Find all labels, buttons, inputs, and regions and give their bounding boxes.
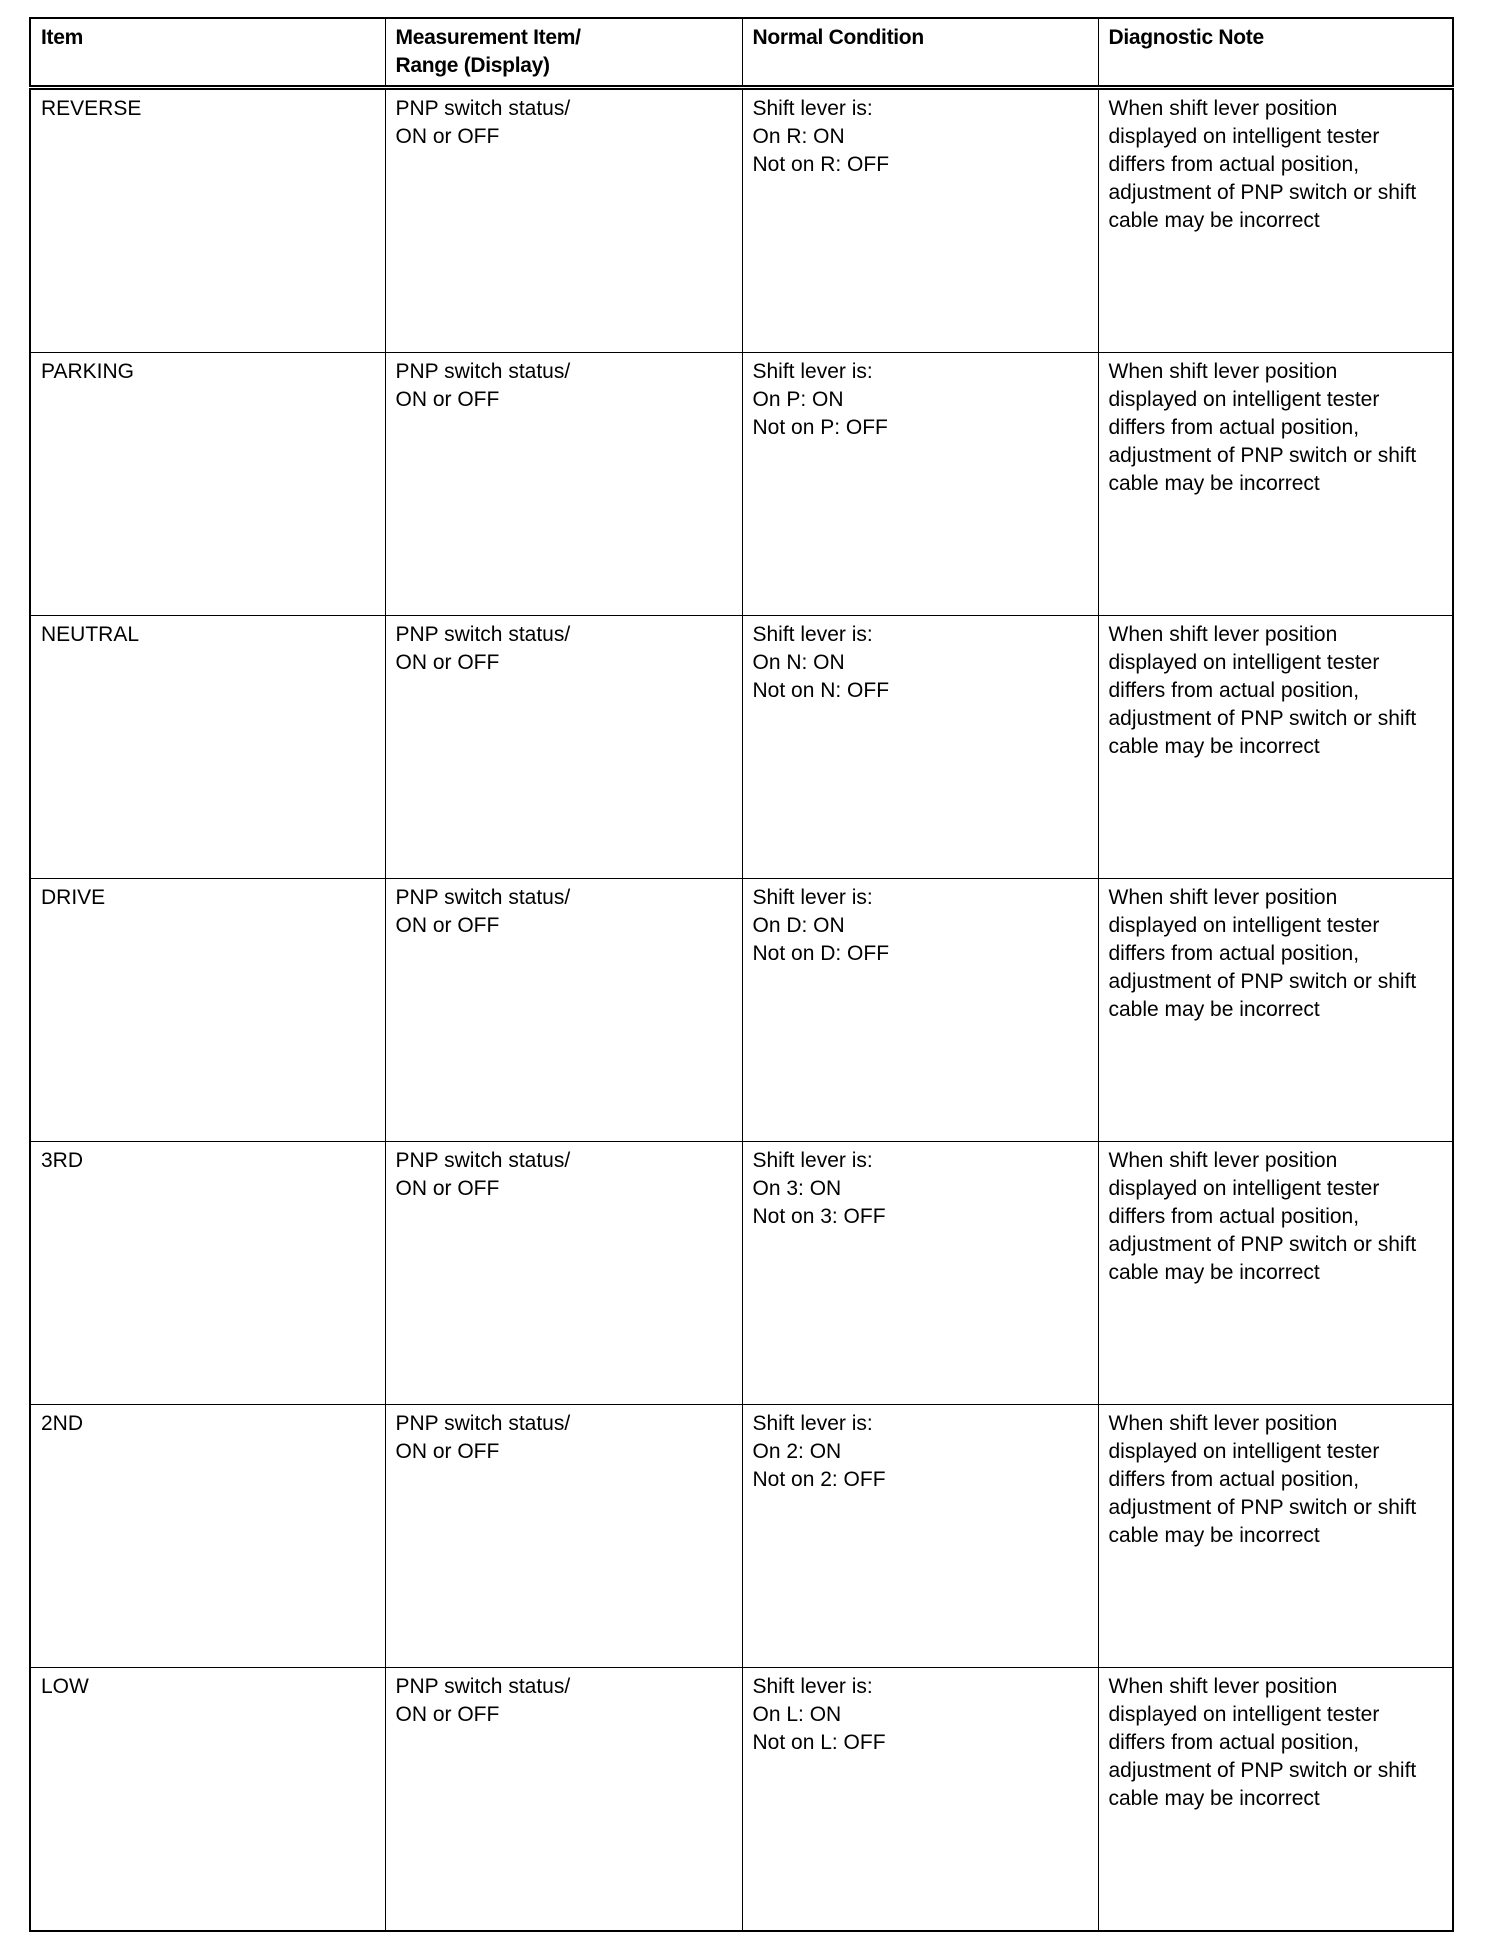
normal-condition-cell-line: Shift lever is: <box>752 1149 873 1172</box>
diagnostic-note-cell-line: When shift lever position <box>1108 97 1338 120</box>
normal-condition-cell-line: On N: ON <box>752 651 845 674</box>
diagnostic-note-cell-line: displayed on intelligent tester <box>1108 914 1380 937</box>
item-cell-text: PARKING <box>41 360 134 383</box>
measurement-cell-line: PNP switch status/ <box>395 1675 571 1698</box>
measurement-cell-line: PNP switch status/ <box>395 623 571 646</box>
measurement-cell <box>385 1668 742 1932</box>
measurement-cell <box>385 879 742 1142</box>
diagnostic-note-cell-line: differs from actual position, <box>1108 942 1360 965</box>
diagnostic-note-cell-line: displayed on intelligent tester <box>1108 1703 1380 1726</box>
normal-condition-cell-line: Shift lever is: <box>752 360 873 383</box>
diagnostic-note-cell-line: adjustment of PNP switch or shift <box>1108 970 1417 993</box>
item-cell-text: LOW <box>41 1675 89 1698</box>
item-cell <box>30 1142 385 1405</box>
table-row <box>30 353 1453 616</box>
measurement-cell-line: ON or OFF <box>395 1703 500 1726</box>
diagnostic-note-cell <box>1098 1405 1453 1668</box>
diagnostic-table <box>29 17 1454 1932</box>
measurement-cell <box>385 1405 742 1668</box>
diagnostic-note-cell-line: adjustment of PNP switch or shift <box>1108 1233 1417 1256</box>
normal-condition-cell-line: Shift lever is: <box>752 1675 873 1698</box>
item-cell-text: 2ND <box>41 1412 84 1435</box>
diagnostic-note-cell-line: displayed on intelligent tester <box>1108 1177 1380 1200</box>
measurement-cell-line: ON or OFF <box>395 914 500 937</box>
normal-condition-cell-line: On 2: ON <box>752 1440 842 1463</box>
normal-condition-cell-line: On L: ON <box>752 1703 842 1726</box>
measurement-cell-line: ON or OFF <box>395 125 500 148</box>
measurement-cell-line: PNP switch status/ <box>395 360 571 383</box>
diagnostic-note-cell-line: When shift lever position <box>1108 886 1338 909</box>
diagnostic-note-cell-line: cable may be incorrect <box>1108 998 1320 1021</box>
measurement-cell <box>385 616 742 879</box>
diagnostic-note-cell-line: adjustment of PNP switch or shift <box>1108 1496 1417 1519</box>
diagnostic-note-cell-line: differs from actual position, <box>1108 1205 1360 1228</box>
diagnostic-note-cell <box>1098 616 1453 879</box>
table-row <box>30 879 1453 1142</box>
normal-condition-cell <box>742 616 1098 879</box>
item-cell-text: REVERSE <box>41 97 142 120</box>
diagnostic-note-cell-line: When shift lever position <box>1108 623 1338 646</box>
normal-condition-cell-line: Shift lever is: <box>752 97 873 120</box>
table-row <box>30 616 1453 879</box>
item-cell-text: NEUTRAL <box>41 623 140 646</box>
table-row <box>30 1142 1453 1405</box>
measurement-cell <box>385 88 742 353</box>
item-cell <box>30 879 385 1142</box>
measurement-cell-line: ON or OFF <box>395 1440 500 1463</box>
measurement-cell-line: ON or OFF <box>395 1177 500 1200</box>
diagnostic-note-cell-line: cable may be incorrect <box>1108 1787 1320 1810</box>
diagnostic-note-cell-line: When shift lever position <box>1108 1149 1338 1172</box>
item-cell <box>30 353 385 616</box>
normal-condition-cell-line: On 3: ON <box>752 1177 842 1200</box>
header-item: Item <box>30 18 385 88</box>
measurement-cell-line: PNP switch status/ <box>395 97 571 120</box>
measurement-cell-line: ON or OFF <box>395 388 500 411</box>
diagnostic-note-cell-line: When shift lever position <box>1108 1412 1338 1435</box>
item-cell <box>30 1405 385 1668</box>
item-cell-text: DRIVE <box>41 886 106 909</box>
diagnostic-note-cell-line: displayed on intelligent tester <box>1108 388 1380 411</box>
table-row <box>30 1405 1453 1668</box>
normal-condition-cell <box>742 353 1098 616</box>
diagnostic-note-cell <box>1098 88 1453 353</box>
diagnostic-note-cell-line: cable may be incorrect <box>1108 1261 1320 1284</box>
diagnostic-note-cell <box>1098 1668 1453 1932</box>
diagnostic-note-cell-line: cable may be incorrect <box>1108 209 1320 232</box>
normal-condition-cell-line: Shift lever is: <box>752 1412 873 1435</box>
diagnostic-note-cell-line: When shift lever position <box>1108 1675 1338 1698</box>
measurement-cell <box>385 1142 742 1405</box>
normal-condition-cell-line: Not on 2: OFF <box>752 1468 886 1491</box>
normal-condition-cell-line: Not on D: OFF <box>752 942 890 965</box>
normal-condition-cell-line: Not on 3: OFF <box>752 1205 886 1228</box>
measurement-cell <box>385 353 742 616</box>
diagnostic-note-cell-line: adjustment of PNP switch or shift <box>1108 1759 1417 1782</box>
header-normal-condition: Normal Condition <box>742 18 1098 88</box>
diagnostic-note-cell-line: adjustment of PNP switch or shift <box>1108 181 1417 204</box>
item-cell-text: 3RD <box>41 1149 84 1172</box>
diagnostic-note-cell-line: differs from actual position, <box>1108 416 1360 439</box>
measurement-cell-line: ON or OFF <box>395 651 500 674</box>
normal-condition-cell <box>742 1142 1098 1405</box>
header-measurement: Measurement Item/ Range (Display) <box>385 18 742 88</box>
normal-condition-cell <box>742 879 1098 1142</box>
diagnostic-note-cell-line: differs from actual position, <box>1108 679 1360 702</box>
normal-condition-cell-line: On P: ON <box>752 388 844 411</box>
diagnostic-note-cell-line: adjustment of PNP switch or shift <box>1108 707 1417 730</box>
diagnostic-note-cell-line: differs from actual position, <box>1108 1731 1360 1754</box>
measurement-cell-line: PNP switch status/ <box>395 1149 571 1172</box>
diagnostic-note-cell-line: cable may be incorrect <box>1108 735 1320 758</box>
normal-condition-cell <box>742 88 1098 353</box>
normal-condition-cell-line: On D: ON <box>752 914 845 937</box>
table-row <box>30 88 1453 353</box>
diagnostic-note-cell-line: displayed on intelligent tester <box>1108 1440 1380 1463</box>
diagnostic-note-cell-line: cable may be incorrect <box>1108 1524 1320 1547</box>
table-row <box>30 1668 1453 1932</box>
normal-condition-cell <box>742 1405 1098 1668</box>
header-diagnostic-note: Diagnostic Note <box>1098 18 1453 88</box>
diagnostic-note-cell-line: differs from actual position, <box>1108 153 1360 176</box>
diagnostic-note-cell-line: displayed on intelligent tester <box>1108 125 1380 148</box>
item-cell <box>30 616 385 879</box>
normal-condition-cell <box>742 1668 1098 1932</box>
diagnostic-note-cell <box>1098 879 1453 1142</box>
diagnostic-note-cell-line: adjustment of PNP switch or shift <box>1108 444 1417 467</box>
normal-condition-cell-line: Not on N: OFF <box>752 679 890 702</box>
normal-condition-cell-line: Not on R: OFF <box>752 153 890 176</box>
header-row <box>30 18 1453 88</box>
normal-condition-cell-line: Shift lever is: <box>752 886 873 909</box>
item-cell <box>30 88 385 353</box>
diagnostic-note-cell <box>1098 353 1453 616</box>
diagnostic-note-cell <box>1098 1142 1453 1405</box>
measurement-cell-line: PNP switch status/ <box>395 886 571 909</box>
item-cell <box>30 1668 385 1932</box>
normal-condition-cell-line: Shift lever is: <box>752 623 873 646</box>
measurement-cell-line: PNP switch status/ <box>395 1412 571 1435</box>
normal-condition-cell-line: Not on L: OFF <box>752 1731 886 1754</box>
diagnostic-note-cell-line: displayed on intelligent tester <box>1108 651 1380 674</box>
diagnostic-note-cell-line: When shift lever position <box>1108 360 1338 383</box>
normal-condition-cell-line: On R: ON <box>752 125 845 148</box>
normal-condition-cell-line: Not on P: OFF <box>752 416 888 439</box>
diagnostic-note-cell-line: differs from actual position, <box>1108 1468 1360 1491</box>
diagnostic-note-cell-line: cable may be incorrect <box>1108 472 1320 495</box>
